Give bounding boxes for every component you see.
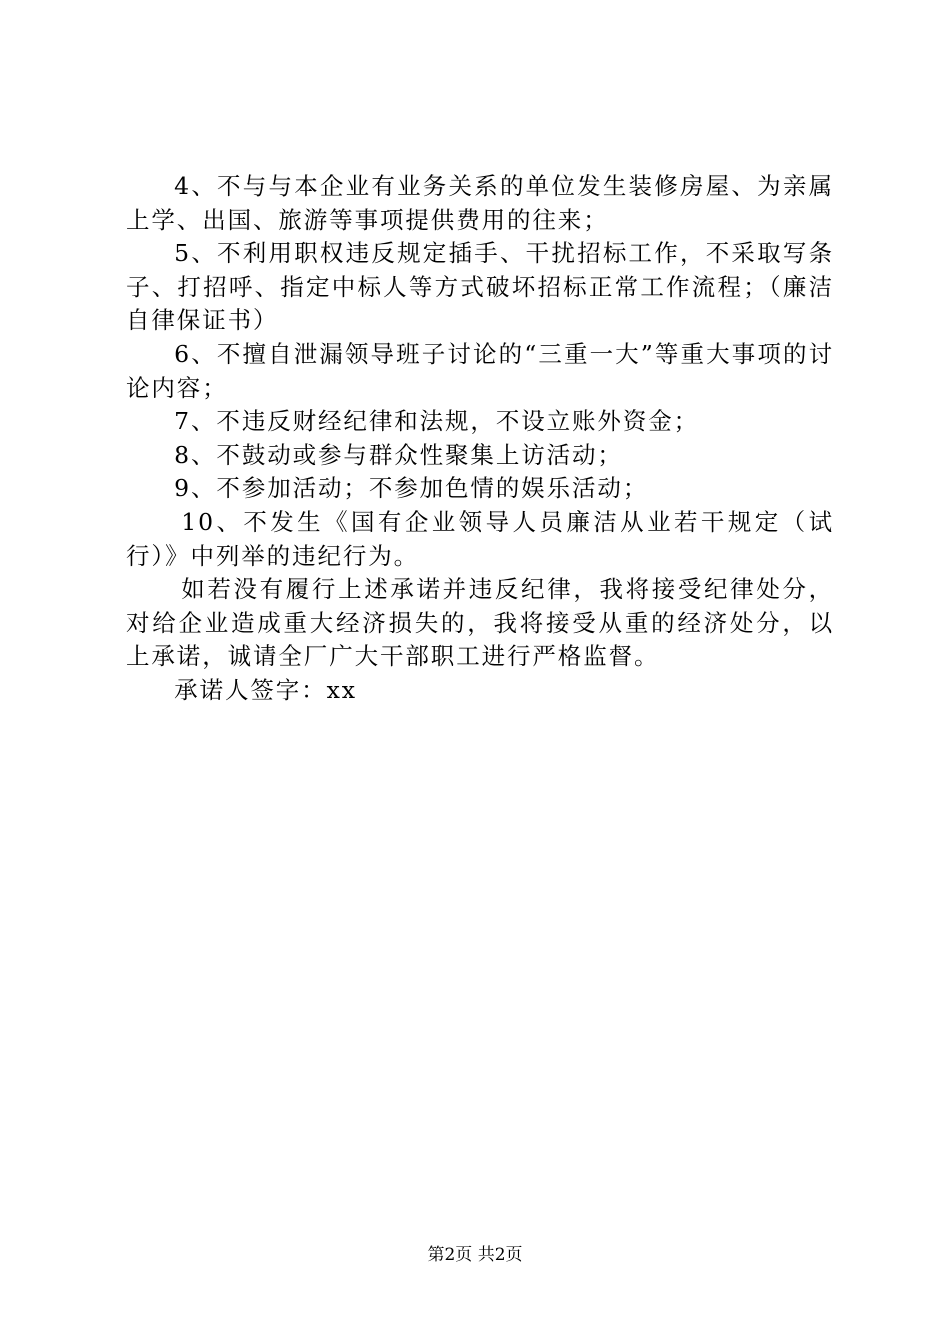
commitment-item-10: 10、不发生《国有企业领导人员廉洁从业若干规定（试行）》中列举的违纪行为。 [126,507,834,570]
document-body [126,170,834,708]
commitment-item-8: 8、不鼓动或参与群众性聚集上访活动； [174,440,623,469]
page-number-footer: 第2页 共2页 [427,1245,523,1265]
signature-line: 承诺人签字：xx [174,675,357,704]
commitment-item-7: 7、不违反财经纪律和法规，不设立账外资金； [174,407,700,436]
commitment-closing-statement: 如若没有履行上述承诺并违反纪律，我将接受纪律处分，对给企业造成重大经济损失的，我将接受从重的经济处分，以上承诺，诚请全厂广大干部职工进行严格监督。 [126,575,834,671]
commitment-item-6: 6、不擅自泄漏领导班子讨论的“三重一大”等重大事项的讨论内容； [126,339,834,402]
commitment-item-9: 9、不参加活动；不参加色情的娱乐活动； [174,474,649,503]
commitment-item-5: 5、不利用职权违反规定插手、干扰招标工作，不采取写条子、打招呼、指定中标人等方式破坏招标正常工作流程；（廉洁自律保证书） [126,239,834,335]
commitment-item-4: 4、不与与本企业有业务关系的单位发生装修房屋、为亲属上学、出国、旅游等事项提供费用的往来； [126,172,834,234]
